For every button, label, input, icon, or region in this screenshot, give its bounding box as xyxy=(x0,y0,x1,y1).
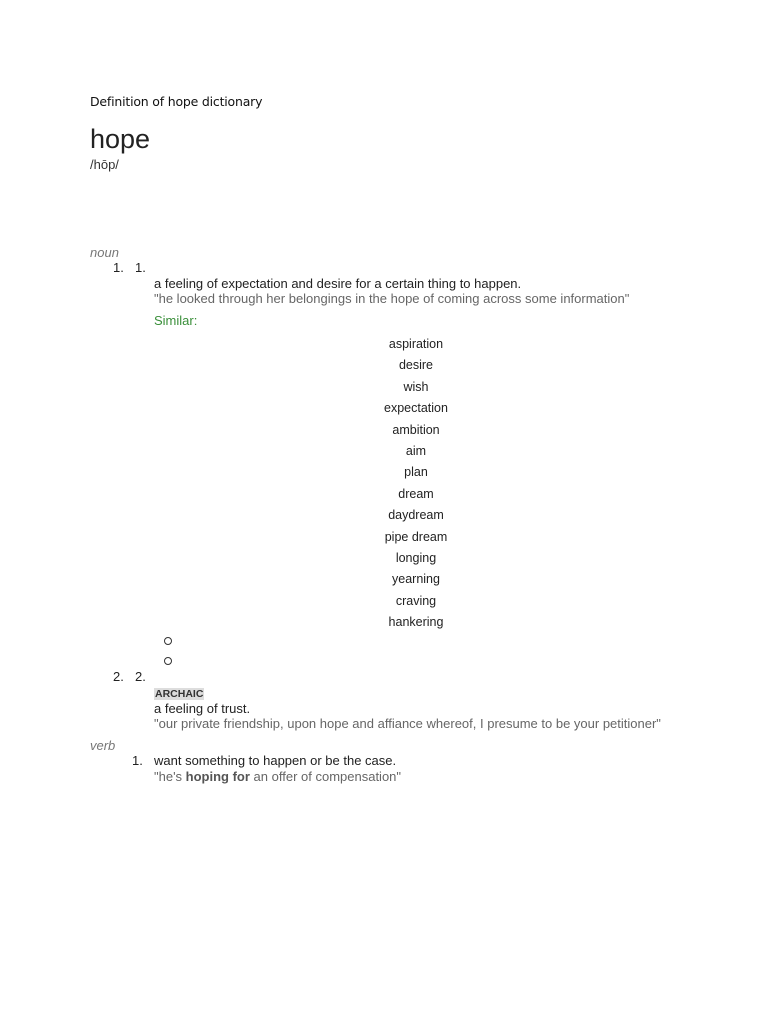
example-emphasis: hoping for xyxy=(185,769,250,784)
synonym-item: pipe dream xyxy=(384,529,448,544)
noun-sense-2-example: "our private friendship, upon hope and affiance whereof, I presume to be your petitioner" xyxy=(154,716,661,731)
noun-sense-1-definition: a feeling of expectation and desire for a certain thing to happen. xyxy=(154,276,522,291)
synonym-item: yearning xyxy=(392,572,440,587)
example-text: an offer of compensation" xyxy=(249,769,402,784)
synonym-item: wish xyxy=(403,379,429,394)
empty-bullet-icon xyxy=(164,657,172,665)
noun-sense-1-inner-number: 1. xyxy=(135,260,146,275)
verb-sense-1-example xyxy=(154,769,401,784)
synonym-item: ambition xyxy=(392,422,440,437)
headword: hope xyxy=(90,124,151,154)
part-of-speech-noun: noun xyxy=(90,245,119,260)
noun-sense-2-outer-number: 2. xyxy=(113,669,124,684)
synonym-item: aspiration xyxy=(388,337,444,351)
verb-sense-1-number: 1. xyxy=(132,753,143,768)
synonym-item: longing xyxy=(395,550,437,565)
synonym-item: craving xyxy=(395,593,437,608)
part-of-speech-verb: verb xyxy=(90,738,116,753)
noun-sense-1-outer-number: 1. xyxy=(113,260,124,275)
synonym-item: daydream xyxy=(388,508,444,523)
synonym-item: desire xyxy=(398,358,434,373)
empty-bullet-icon xyxy=(164,637,172,645)
synonym-item: aim xyxy=(405,443,427,458)
example-text: "he's xyxy=(154,769,186,784)
similar-label: Similar: xyxy=(154,313,198,328)
synonym-list xyxy=(316,336,516,635)
synonym-item: plan xyxy=(404,465,428,480)
archaic-tag: ARCHAIC xyxy=(155,688,204,700)
synonym-item: expectation xyxy=(384,401,448,416)
document-title: Definition of hope dictionary xyxy=(90,94,263,109)
phonetic-spelling: /hōp/ xyxy=(90,157,119,172)
verb-sense-1-definition: want something to happen or be the case. xyxy=(154,753,397,768)
noun-sense-2-inner-number: 2. xyxy=(135,669,146,684)
noun-sense-1-example: "he looked through her belongings in the hope of coming across some information" xyxy=(154,291,630,306)
synonym-item: dream xyxy=(398,486,434,501)
noun-sense-2-definition: a feeling of trust. xyxy=(154,701,251,716)
synonym-item: hankering xyxy=(388,615,444,630)
